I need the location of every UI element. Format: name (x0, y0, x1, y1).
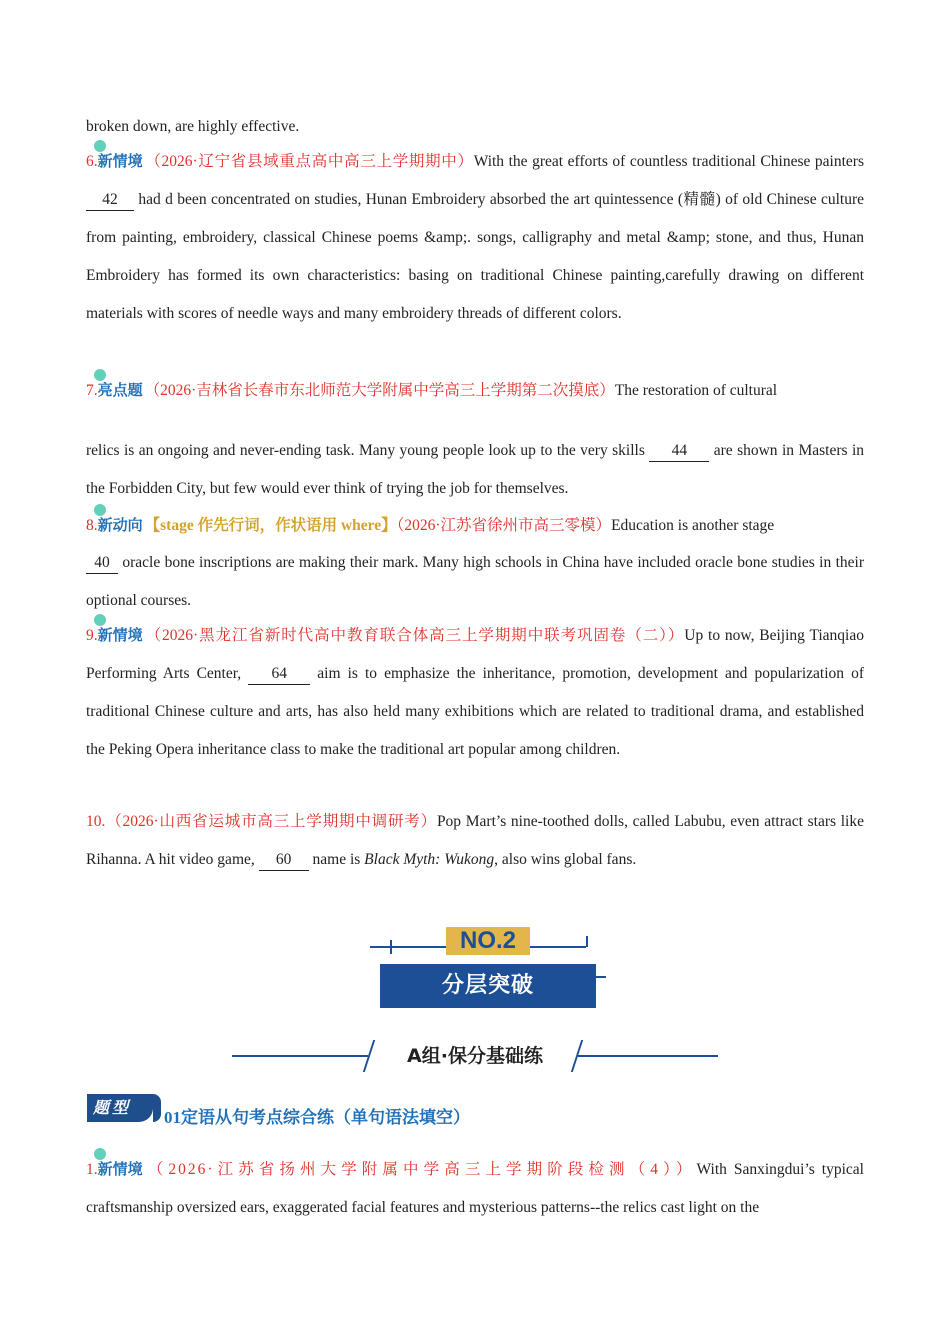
question-text-pre: relics is an ongoing and never-ending task. Many young people look up to the very skills (86, 442, 650, 459)
tag-dot-icon (94, 504, 106, 516)
question-text-pre: Up to now, Beijing Tianqiao Performing Arts Center, (86, 627, 864, 682)
banner-tick (390, 940, 392, 954)
question-source: （2026·山西省运城市高三上学期期中调研考） (105, 813, 437, 830)
question-text-lead: The restoration of cultural (614, 382, 778, 399)
divider-left (232, 1055, 368, 1057)
question-text-pre: With the great efforts of countless traditional Chinese painters (473, 153, 864, 170)
question-type-badge (87, 1094, 161, 1122)
question-number: 10. (86, 813, 106, 830)
question-7 (86, 371, 864, 508)
question-source: （2026·吉林省长春市东北师范大学附属中学高三上学期第二次摸底） (144, 382, 615, 399)
question-number: 6. (86, 153, 98, 170)
question-text-post: oracle bone inscriptions are making their mark. Many high schools in China have included oracle bone studies in their optional courses. (86, 554, 864, 609)
question-text-post: aim is to emphasize the inheritance, promotion, development and popularization of traditional Chinese culture and arts, has also held many exhibitions which are related to traditional drama, and established the Peking Opera inheritance class to make the traditional art popular among children. (86, 665, 864, 758)
banner-number: NO.2 (446, 927, 530, 955)
answer-blank: 44 (649, 441, 709, 462)
question-number: 9. (86, 627, 98, 644)
question-6 (86, 142, 864, 333)
question-hint: 【stage 作先行词，作状语用 where】 (144, 517, 397, 534)
group-title: A组·保分基础练 (407, 1045, 543, 1067)
question-number: 7. (86, 382, 98, 399)
text-fragment (86, 108, 864, 146)
new-trend-tag: 新动向 (98, 506, 143, 544)
banner-line (596, 976, 606, 978)
answer-blank: 60 (259, 850, 309, 871)
tag-dot-icon (94, 369, 106, 381)
question-text-post: are shown in Masters in the Forbidden City, but few would ever think of trying the job for themselves. (86, 442, 864, 497)
question-text-lead: Education is another stage (611, 517, 775, 534)
paragraph-continuation: broken down, are highly effective. (86, 118, 300, 135)
answer-blank: 40 (86, 553, 118, 574)
question-source: （2026·黑龙江省新时代高中教育联合体高三上学期期中联考巩固卷（二）） (144, 627, 685, 644)
answer-blank: 42 (86, 190, 134, 211)
question-8 (86, 506, 864, 620)
tag-dot-icon (94, 614, 106, 626)
question-text-pre: Pop Mart’s nine-toothed dolls, called Labubu, even attract stars like Rihanna. A hit video game, (86, 813, 864, 868)
new-context-tag: 新情境 (98, 616, 143, 654)
question-1 (86, 1150, 864, 1227)
answer-blank: 64 (248, 664, 310, 685)
tag-dot-icon (94, 140, 106, 152)
question-source: （2026·江苏省扬州大学附属中学高三上学期阶段检测（4）） (144, 1161, 697, 1178)
banner-line (586, 936, 588, 947)
group-header (232, 1040, 718, 1070)
question-source: （2026·辽宁省县域重点高中高三上学期期中） (144, 153, 474, 170)
question-text: With Sanxingdui’s typical craftsmanship oversized ears, exaggerated facial features and mysterious patterns--the relics cast light on the (86, 1161, 864, 1216)
new-context-tag: 新情境 (98, 142, 143, 180)
question-text-end: , also wins global fans. (494, 851, 637, 868)
divider-right (578, 1055, 718, 1057)
question-source: （2026·江苏省徐州市高三零模） (396, 517, 612, 534)
question-text-post: name is (308, 851, 365, 868)
type-number: 01 (164, 1108, 181, 1127)
question-number: 8. (86, 517, 98, 534)
new-context-tag: 新情境 (98, 1150, 143, 1188)
section-banner (370, 926, 610, 1010)
tag-dot-icon (94, 1148, 106, 1160)
type-title: 定语从句考点综合练（单句语法填空） (181, 1108, 470, 1128)
game-title: Black Myth: Wukong (364, 851, 495, 868)
banner-title: 分层突破 (380, 964, 596, 1008)
badge-label: 题型 (93, 1098, 132, 1117)
highlight-tag: 亮点题 (98, 371, 143, 409)
question-type-title (164, 1103, 470, 1128)
question-text-post: had d been concentrated on studies, Hunan Embroidery absorbed the art quintessence (精髓) of old Chinese culture from painting, embroidery, classical Chinese poems &amp;. songs, calligraphy and metal &amp; stone, and thus, Hunan Embroidery has formed its own characteristics: basing on traditional Chinese painting,carefully drawing on different materials with scores of needle ways and many embroidery threads of different colors. (86, 191, 864, 322)
question-10 (86, 803, 864, 879)
question-9 (86, 616, 864, 769)
question-number: 1. (86, 1161, 98, 1178)
